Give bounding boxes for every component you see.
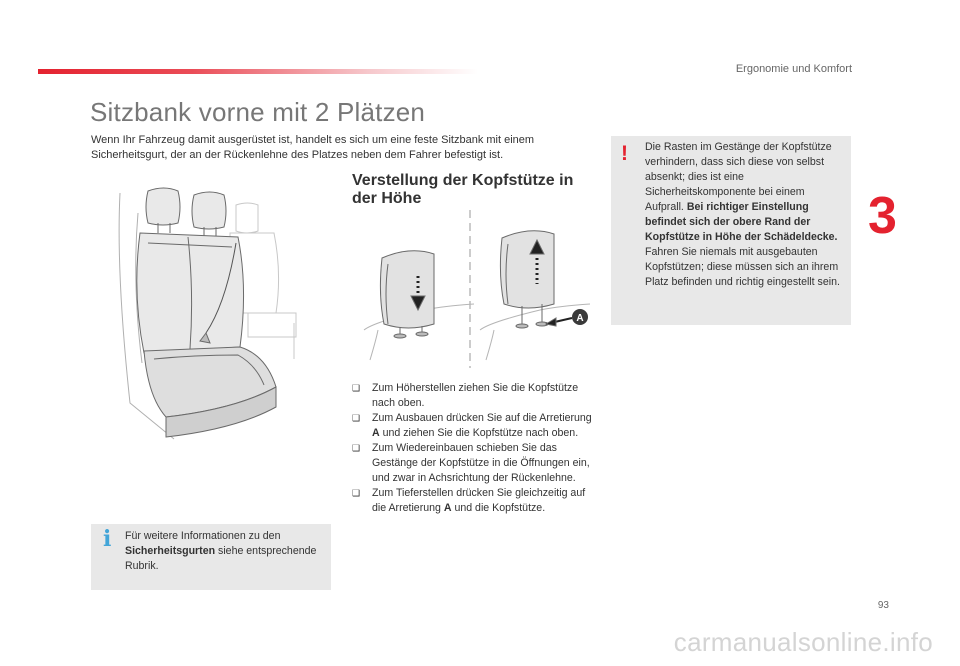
chapter-number: 3 bbox=[868, 187, 897, 245]
headrest-adjustment-illustration bbox=[360, 210, 592, 370]
headrest-left bbox=[380, 251, 434, 338]
section-header: Ergonomie und Komfort bbox=[735, 63, 852, 75]
instruction-list bbox=[352, 381, 602, 516]
instruction-step: ❑ Zum Wiedereinbauen schieben Sie das Gestänge der Kopfstütze in die Öffnungen ein, und zwar in Achsrichtung der Rückenlehne. bbox=[352, 442, 590, 484]
header-accent-bar bbox=[38, 69, 478, 74]
section-subheading: Verstellung der Kopfstütze in der Höhe bbox=[352, 172, 574, 207]
checkbox-bullet-icon: ❑ bbox=[352, 413, 361, 423]
headrest-right bbox=[500, 231, 572, 328]
instruction-step: ❑ Zum Ausbauen drücken Sie auf die Arretierung A und ziehen Sie die Kopfstütze nach oben. bbox=[352, 412, 592, 439]
info-link-text: Sicherheitsgurten bbox=[125, 545, 216, 557]
instruction-step: ❑ Zum Höherstellen ziehen Sie die Kopfstütze nach oben. bbox=[352, 382, 579, 409]
watermark: carmanualsonline.info bbox=[673, 627, 933, 657]
info-icon: i bbox=[103, 526, 112, 552]
warning-icon: ! bbox=[621, 142, 628, 165]
page-title: Sitzbank vorne mit 2 Plätzen bbox=[90, 97, 426, 127]
instruction-step: ❑ Zum Tieferstellen drücken Sie gleichzeitig auf die Arretierung A und die Kopfstütze. bbox=[352, 487, 586, 514]
warning-box bbox=[611, 136, 851, 325]
info-box bbox=[91, 524, 331, 590]
warning-text: Die Rasten im Gestänge der Kopfstütze verhindern, dass sich diese von selbst absenkt; dies ist eine Sicherheitskomponente bei einem Aufprall. Bei richtiger Einstellung befindet sich der obere Rand der Kopfstütze in Höhe der Schädeldecke. Fahren Sie niemals mit ausgebauten Kopfstützen; diese müssen sich an ihrem Platz befinden und richtig eingestellt sein. bbox=[645, 141, 840, 288]
warning-emphasis: Bei richtiger Einstellung befindet sich der obere Rand der Kopfstütze in Höhe der Schädeldecke. bbox=[645, 201, 838, 243]
bench-seat-illustration bbox=[118, 183, 330, 440]
checkbox-bullet-icon: ❑ bbox=[352, 488, 361, 498]
intro-paragraph: Wenn Ihr Fahrzeug damit ausgerüstet ist, handelt es sich um eine feste Sitzbank mit einem Sicherheitsgurt, der an der Rückenlehne des Platzes neben dem Fahrer befestigt ist. bbox=[91, 134, 535, 161]
page-number: 93 bbox=[877, 600, 889, 611]
checkbox-bullet-icon: ❑ bbox=[352, 383, 361, 393]
checkbox-bullet-icon: ❑ bbox=[352, 443, 361, 453]
info-text: Für weitere Informationen zu den Sicherheitsgurten siehe entsprechende Rubrik. bbox=[125, 530, 317, 572]
callout-label-a: A bbox=[576, 313, 584, 324]
